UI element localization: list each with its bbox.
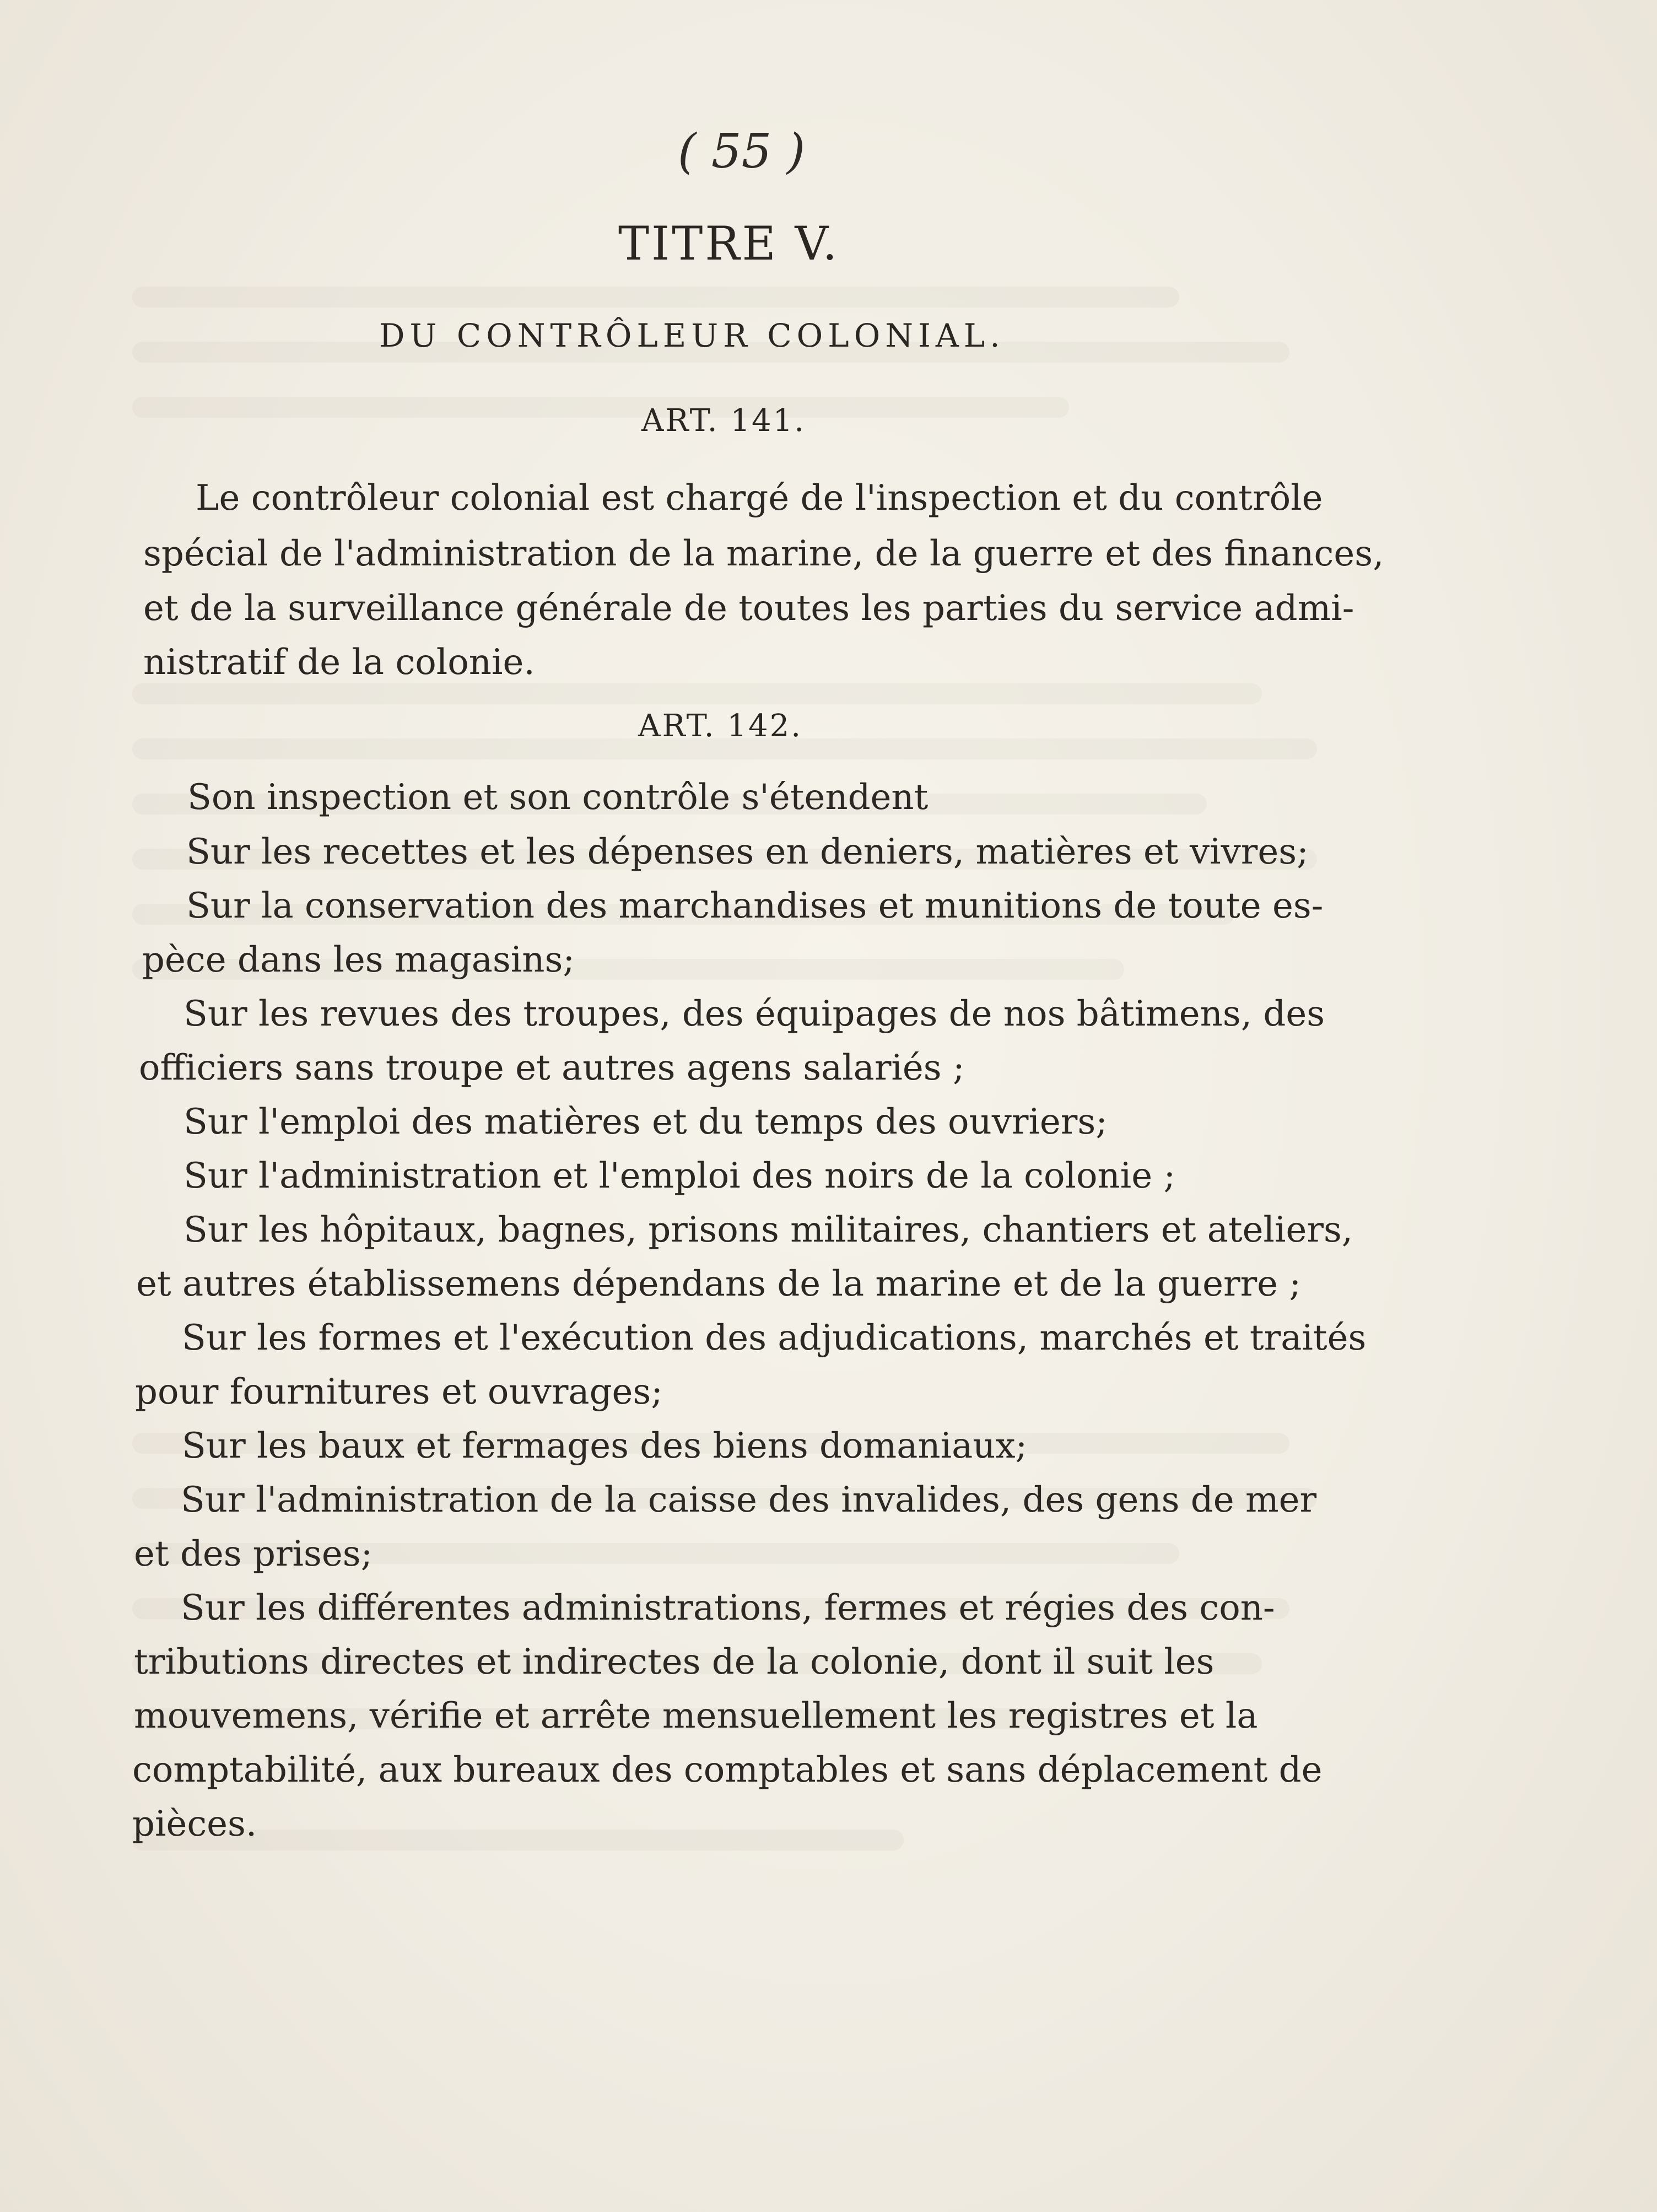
article-142-line: et des prises; xyxy=(134,1534,373,1574)
article-141-line: Le contrôleur colonial est chargé de l'inspection et du contrôle xyxy=(196,478,1323,519)
title-heading: TITRE V. xyxy=(618,217,840,271)
article-142-line: Sur les formes et l'exécution des adjudications, marchés et traités xyxy=(182,1318,1367,1358)
article-142-line: Sur les différentes administrations, fermes et régies des con- xyxy=(181,1588,1275,1628)
article-142-heading: ART. 142. xyxy=(638,708,803,744)
page-number: ( 55 ) xyxy=(678,124,806,179)
article-141-line: spécial de l'administration de la marine, de la guerre et des finances, xyxy=(143,533,1384,574)
article-142-line: comptabilité, aux bureaux des comptables et sans déplacement de xyxy=(132,1750,1323,1790)
article-142-line: Sur les hôpitaux, bagnes, prisons militaires, chantiers et ateliers, xyxy=(183,1210,1353,1250)
article-142-line: Sur les recettes et les dépenses en deniers, matières et vivres; xyxy=(186,832,1309,872)
article-142-line: mouvemens, vérifie et arrête mensuellement les registres et la xyxy=(134,1696,1258,1736)
article-142-line: Sur les revues des troupes, des équipages de nos bâtimens, des xyxy=(183,994,1325,1034)
article-141-line: nistratif de la colonie. xyxy=(143,642,535,683)
section-subtitle: DU CONTRÔLEUR COLONIAL. xyxy=(379,317,1005,354)
article-142-line: Sur les baux et fermages des biens domaniaux; xyxy=(182,1426,1028,1466)
article-142-line: Sur l'administration et l'emploi des noirs de la colonie ; xyxy=(183,1156,1175,1196)
article-141-heading: ART. 141. xyxy=(641,403,806,439)
article-142-line: officiers sans troupe et autres agens salariés ; xyxy=(139,1048,965,1088)
article-141-line: et de la surveillance générale de toutes les parties du service admi- xyxy=(143,588,1354,629)
article-142-line: Son inspection et son contrôle s'étendent xyxy=(187,777,929,818)
article-142-line: tributions directes et indirectes de la colonie, dont il suit les xyxy=(134,1642,1215,1682)
article-142-line: pièces. xyxy=(132,1804,257,1844)
article-142-line: pèce dans les magasins; xyxy=(142,940,575,980)
article-142-line: et autres établissemens dépendans de la marine et de la guerre ; xyxy=(136,1264,1301,1304)
article-142-line: pour fournitures et ouvrages; xyxy=(135,1372,663,1412)
article-142-line: Sur l'emploi des matières et du temps des ouvriers; xyxy=(183,1102,1108,1142)
article-142-line: Sur l'administration de la caisse des invalides, des gens de mer xyxy=(181,1480,1317,1520)
article-142-line: Sur la conservation des marchandises et munitions de toute es- xyxy=(186,886,1324,926)
